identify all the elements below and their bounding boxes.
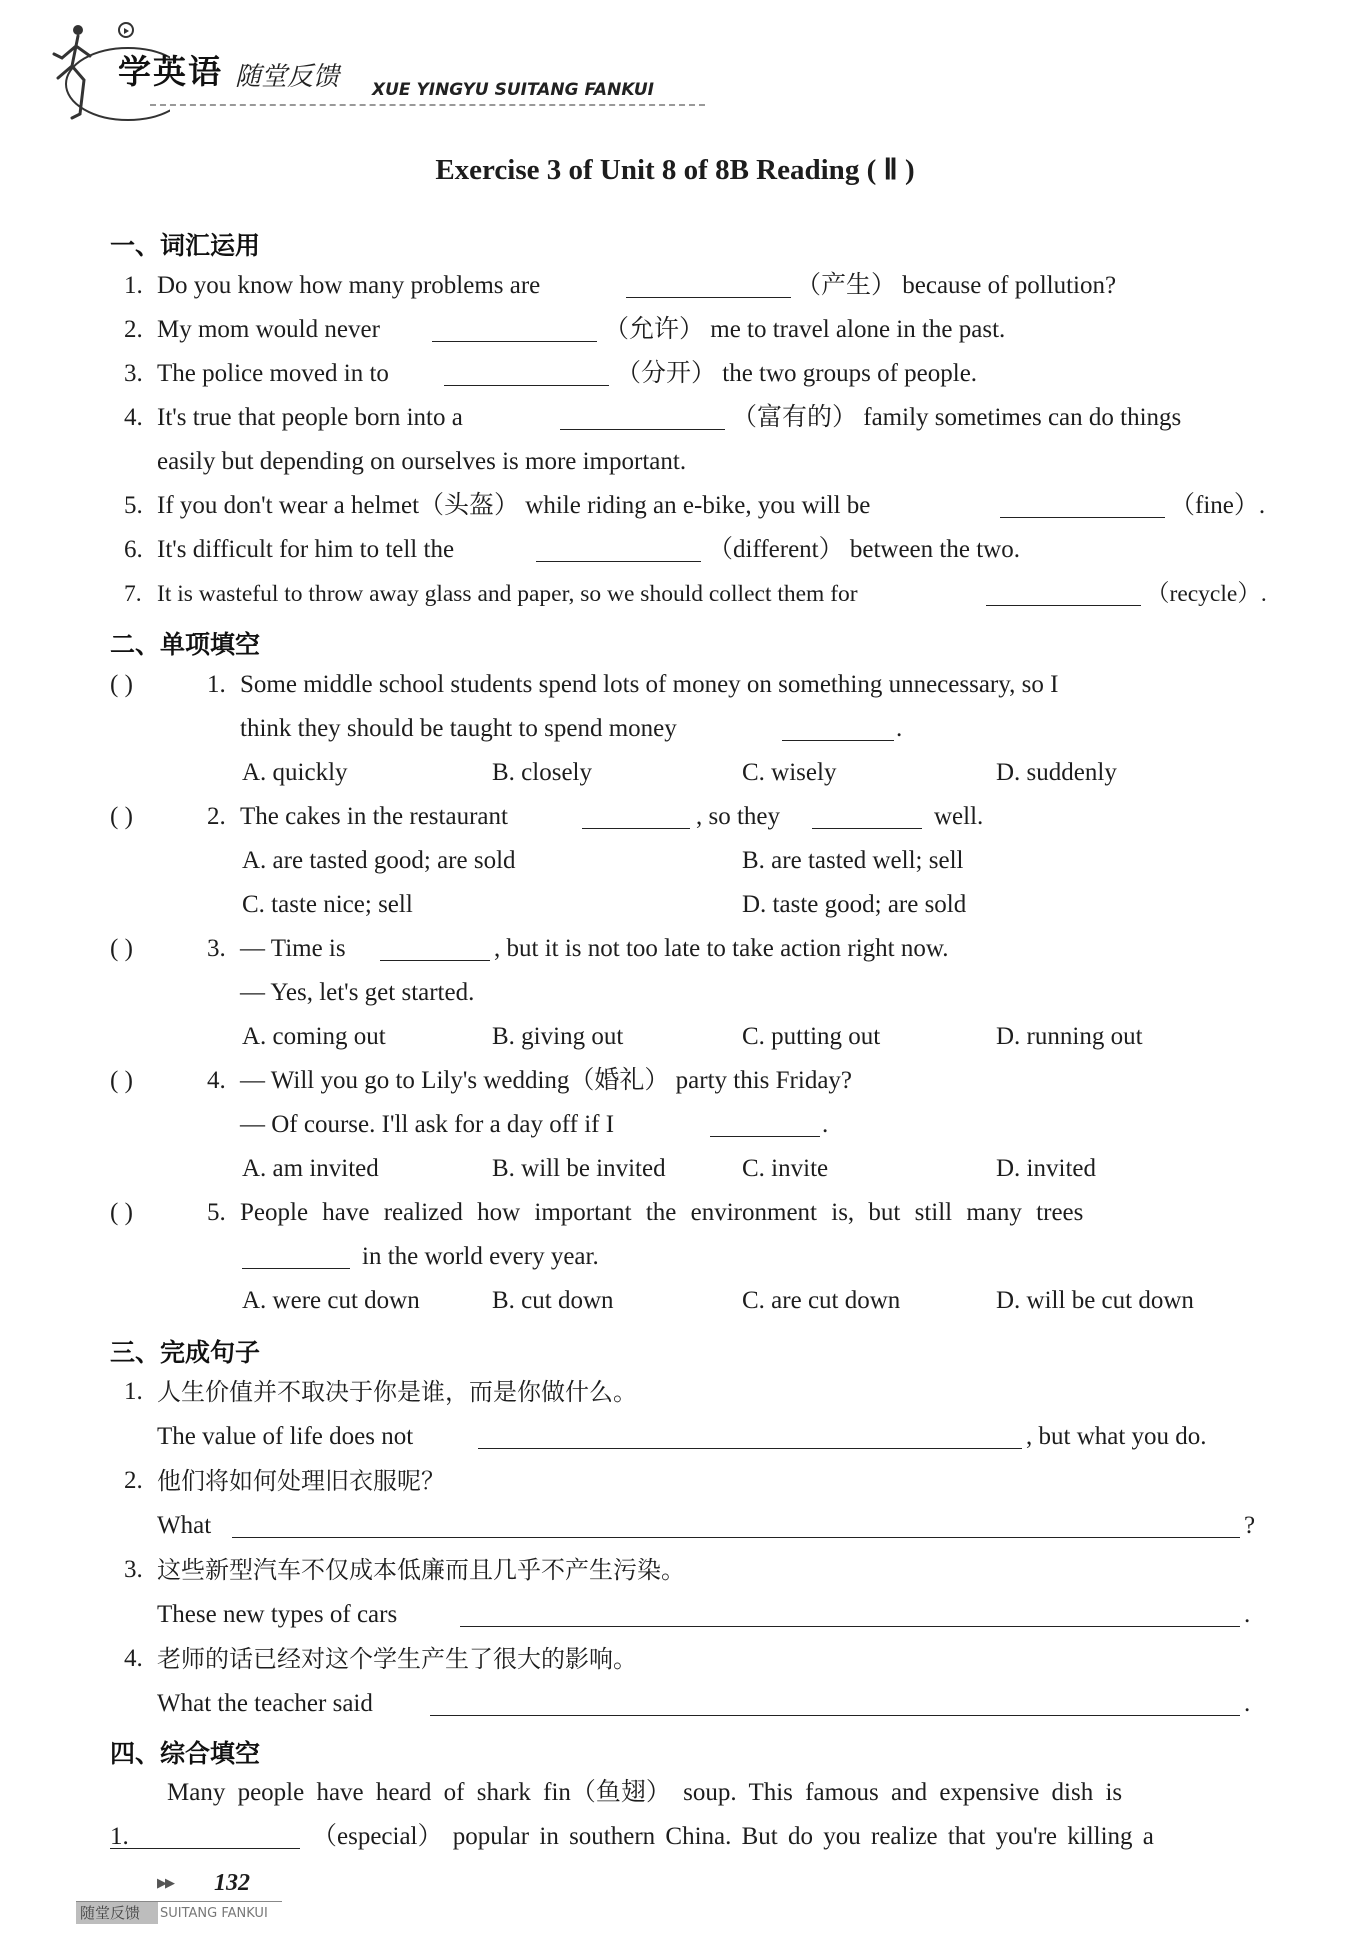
- item-text: （允许） me to travel alone in the past.: [604, 316, 1006, 343]
- sentence-answer: [0, 1598, 1350, 1632]
- sentence-start: What the teacher said: [157, 1690, 373, 1717]
- mc-options: [0, 1020, 1350, 1054]
- item-number: 4.: [124, 1645, 143, 1672]
- item-text: If you don't wear a helmet（头盔） while riding an e-bike, you will be: [157, 492, 871, 519]
- answer-blank[interactable]: [110, 1820, 300, 1849]
- sentence-end: .: [1244, 1690, 1251, 1717]
- page-number: 132: [214, 1870, 250, 1896]
- mc-question: [0, 1196, 1350, 1230]
- sentence-answer: [0, 1509, 1350, 1543]
- vocab-item: [0, 401, 1350, 435]
- item-text: （fine）.: [1170, 492, 1266, 519]
- vocab-item: [0, 577, 1350, 611]
- section-heading-vocabulary: 一、词汇运用: [110, 231, 261, 260]
- question-text: Some middle school students spend lots of money on something unnecessary, so I: [240, 671, 1059, 698]
- option-b[interactable]: B. giving out: [492, 1023, 624, 1050]
- vocab-item: [0, 357, 1350, 391]
- chinese-sentence: 人生价值并不取决于你是谁，而是你做什么。: [157, 1378, 637, 1406]
- item-text: （different） between the two.: [708, 536, 1020, 563]
- item-text: （recycle）.: [1146, 581, 1267, 607]
- answer-blank[interactable]: [380, 932, 490, 961]
- mc-options: [0, 1152, 1350, 1186]
- answer-blank[interactable]: [460, 1598, 1240, 1627]
- answer-parentheses[interactable]: ( ): [110, 1067, 133, 1094]
- header-title: 学英语: [118, 52, 223, 91]
- page-title: Exercise 3 of Unit 8 of 8B Reading ( Ⅱ ): [435, 154, 915, 186]
- answer-blank[interactable]: [430, 1687, 1240, 1716]
- vocab-item: [0, 489, 1350, 523]
- passage-text: （especial） popular in southern China. But do you realize that you're killing a: [312, 1823, 1154, 1850]
- item-number: 3.: [207, 935, 226, 962]
- option-d[interactable]: D. will be cut down: [996, 1287, 1194, 1314]
- item-text: （产生） because of pollution?: [796, 272, 1117, 299]
- item-text: Do you know how many problems are: [157, 272, 541, 299]
- answer-blank[interactable]: [626, 269, 791, 298]
- sentence-start: What: [157, 1512, 212, 1539]
- item-number: 5.: [207, 1199, 226, 1226]
- item-number: 5.: [124, 492, 143, 519]
- mc-options: [0, 756, 1350, 790]
- section-heading-multiple-choice: 二、单项填空: [110, 630, 261, 659]
- option-d[interactable]: D. running out: [996, 1023, 1143, 1050]
- passage-line: [0, 1776, 1350, 1810]
- question-text: People have realized how important the environment is, but still many trees: [240, 1199, 1084, 1226]
- item-number: 4.: [124, 404, 143, 431]
- footer-pinyin: SUITANG FANKUI: [160, 1906, 268, 1921]
- vocab-item: [0, 269, 1350, 303]
- option-d[interactable]: D. taste good; are sold: [742, 891, 967, 918]
- option-c[interactable]: C. taste nice; sell: [242, 891, 413, 918]
- footer-label: 随堂反馈: [80, 1904, 141, 1922]
- option-c[interactable]: C. invite: [742, 1155, 829, 1182]
- answer-blank[interactable]: [242, 1240, 350, 1269]
- mc-question: [0, 668, 1350, 702]
- mc-options: [0, 888, 1350, 922]
- item-number: 1.: [207, 671, 226, 698]
- mc-question-continued: [0, 1240, 1350, 1274]
- item-number: 6.: [124, 536, 143, 563]
- item-text: My mom would never: [157, 316, 380, 343]
- item-text: （分开） the two groups of people.: [616, 360, 978, 387]
- chinese-sentence: 这些新型汽车不仅成本低廉而且几乎不产生污染。: [157, 1556, 685, 1584]
- mc-question: [0, 932, 1350, 966]
- header-subtitle: 随堂反馈: [235, 62, 340, 92]
- option-d[interactable]: D. invited: [996, 1155, 1096, 1182]
- answer-blank[interactable]: [986, 577, 1141, 606]
- sentence-end: , but what you do.: [1026, 1423, 1207, 1450]
- answer-blank[interactable]: [444, 357, 609, 386]
- answer-parentheses[interactable]: ( ): [110, 1199, 133, 1226]
- question-text: , so they: [696, 803, 781, 830]
- chinese-sentence: 他们将如何处理旧衣服呢？: [157, 1467, 445, 1495]
- answer-parentheses[interactable]: ( ): [110, 935, 133, 962]
- passage-text: Many people have heard of shark fin（鱼翅） soup. This famous and expensive dish is: [167, 1779, 1123, 1806]
- item-number: 1.: [110, 1823, 129, 1850]
- sentence-answer: [0, 1420, 1350, 1454]
- question-text: think they should be taught to spend money: [240, 715, 677, 742]
- sentence-end: .: [1244, 1601, 1251, 1628]
- item-text: The police moved in to: [157, 360, 389, 387]
- option-b[interactable]: B. will be invited: [492, 1155, 666, 1182]
- answer-blank[interactable]: [478, 1420, 1022, 1449]
- item-text: It's true that people born into a: [157, 404, 463, 431]
- sentence-start: These new types of cars: [157, 1601, 398, 1628]
- answer-blank[interactable]: [536, 533, 701, 562]
- header-divider: [150, 104, 705, 106]
- option-a[interactable]: A. are tasted good; are sold: [242, 847, 516, 874]
- item-number: 3.: [124, 360, 143, 387]
- option-b[interactable]: B. closely: [492, 759, 592, 786]
- mc-question: [0, 800, 1350, 834]
- answer-blank[interactable]: [782, 712, 894, 741]
- mc-question-continued: [0, 976, 1350, 1010]
- mc-question-continued: [0, 1108, 1350, 1142]
- sentence-prompt: [0, 1375, 1350, 1409]
- mc-options: [0, 1284, 1350, 1318]
- item-number: 4.: [207, 1067, 226, 1094]
- item-text: It's difficult for him to tell the: [157, 536, 455, 563]
- option-c[interactable]: C. are cut down: [742, 1287, 901, 1314]
- question-text: .: [822, 1111, 829, 1138]
- question-text: well.: [934, 803, 984, 830]
- question-text: in the world every year.: [362, 1243, 599, 1270]
- item-text: It is wasteful to throw away glass and paper, so we should collect them for: [157, 581, 858, 607]
- sentence-start: The value of life does not: [157, 1423, 414, 1450]
- option-a[interactable]: A. were cut down: [242, 1287, 420, 1314]
- answer-blank[interactable]: [812, 800, 922, 829]
- answer-blank[interactable]: [582, 800, 690, 829]
- answer-parentheses[interactable]: ( ): [110, 803, 133, 830]
- option-d[interactable]: D. suddenly: [996, 759, 1117, 786]
- answer-blank[interactable]: [1000, 489, 1165, 518]
- option-c[interactable]: C. putting out: [742, 1023, 881, 1050]
- header-pinyin: XUE YINGYU SUITANG FANKUI: [372, 80, 655, 100]
- item-text: （富有的） family sometimes can do things: [732, 404, 1182, 431]
- sentence-prompt: [0, 1464, 1350, 1498]
- mc-options: [0, 844, 1350, 878]
- question-text: — Will you go to Lily's wedding（婚礼） party this Friday?: [240, 1067, 853, 1094]
- answer-blank[interactable]: [710, 1108, 820, 1137]
- section-heading-complete-sentences: 三、完成句子: [110, 1338, 261, 1367]
- item-number: 2.: [207, 803, 226, 830]
- passage-line: [0, 1820, 1350, 1854]
- question-text: — Yes, let's get started.: [240, 979, 475, 1006]
- item-number: 2.: [124, 316, 143, 343]
- answer-parentheses[interactable]: ( ): [110, 671, 133, 698]
- sentence-prompt: [0, 1642, 1350, 1676]
- vocab-item: [0, 313, 1350, 347]
- sentence-answer: [0, 1687, 1350, 1721]
- question-text: , but it is not too late to take action right now.: [494, 935, 949, 962]
- question-text: The cakes in the restaurant: [240, 803, 508, 830]
- vocab-item-continued: [0, 445, 1350, 479]
- item-number: 2.: [124, 1467, 143, 1494]
- mc-question-continued: [0, 712, 1350, 746]
- item-number: 1.: [124, 272, 143, 299]
- option-a[interactable]: A. am invited: [242, 1155, 379, 1182]
- mc-question: [0, 1064, 1350, 1098]
- sentence-end: ?: [1244, 1512, 1256, 1539]
- option-b[interactable]: B. are tasted well; sell: [742, 847, 964, 874]
- option-a[interactable]: A. coming out: [242, 1023, 386, 1050]
- option-b[interactable]: B. cut down: [492, 1287, 614, 1314]
- item-number: 3.: [124, 1556, 143, 1583]
- question-text: — Time is: [240, 935, 346, 962]
- item-number: 7.: [124, 581, 142, 607]
- option-c[interactable]: C. wisely: [742, 759, 837, 786]
- answer-blank[interactable]: [232, 1509, 1240, 1538]
- page-arrow-icon: ▶▶: [157, 1876, 173, 1891]
- question-text: — Of course. I'll ask for a day off if I: [240, 1111, 615, 1138]
- page-header: [50, 18, 670, 128]
- chinese-sentence: 老师的话已经对这个学生产生了很大的影响。: [157, 1645, 637, 1673]
- answer-blank[interactable]: [560, 401, 725, 430]
- item-number: 1.: [124, 1378, 143, 1405]
- question-text: .: [896, 715, 903, 742]
- answer-blank[interactable]: [432, 313, 597, 342]
- option-a[interactable]: A. quickly: [242, 759, 348, 786]
- vocab-item: [0, 533, 1350, 567]
- section-heading-cloze: 四、综合填空: [110, 1739, 261, 1768]
- sentence-prompt: [0, 1553, 1350, 1587]
- item-text: easily but depending on ourselves is more important.: [157, 448, 687, 475]
